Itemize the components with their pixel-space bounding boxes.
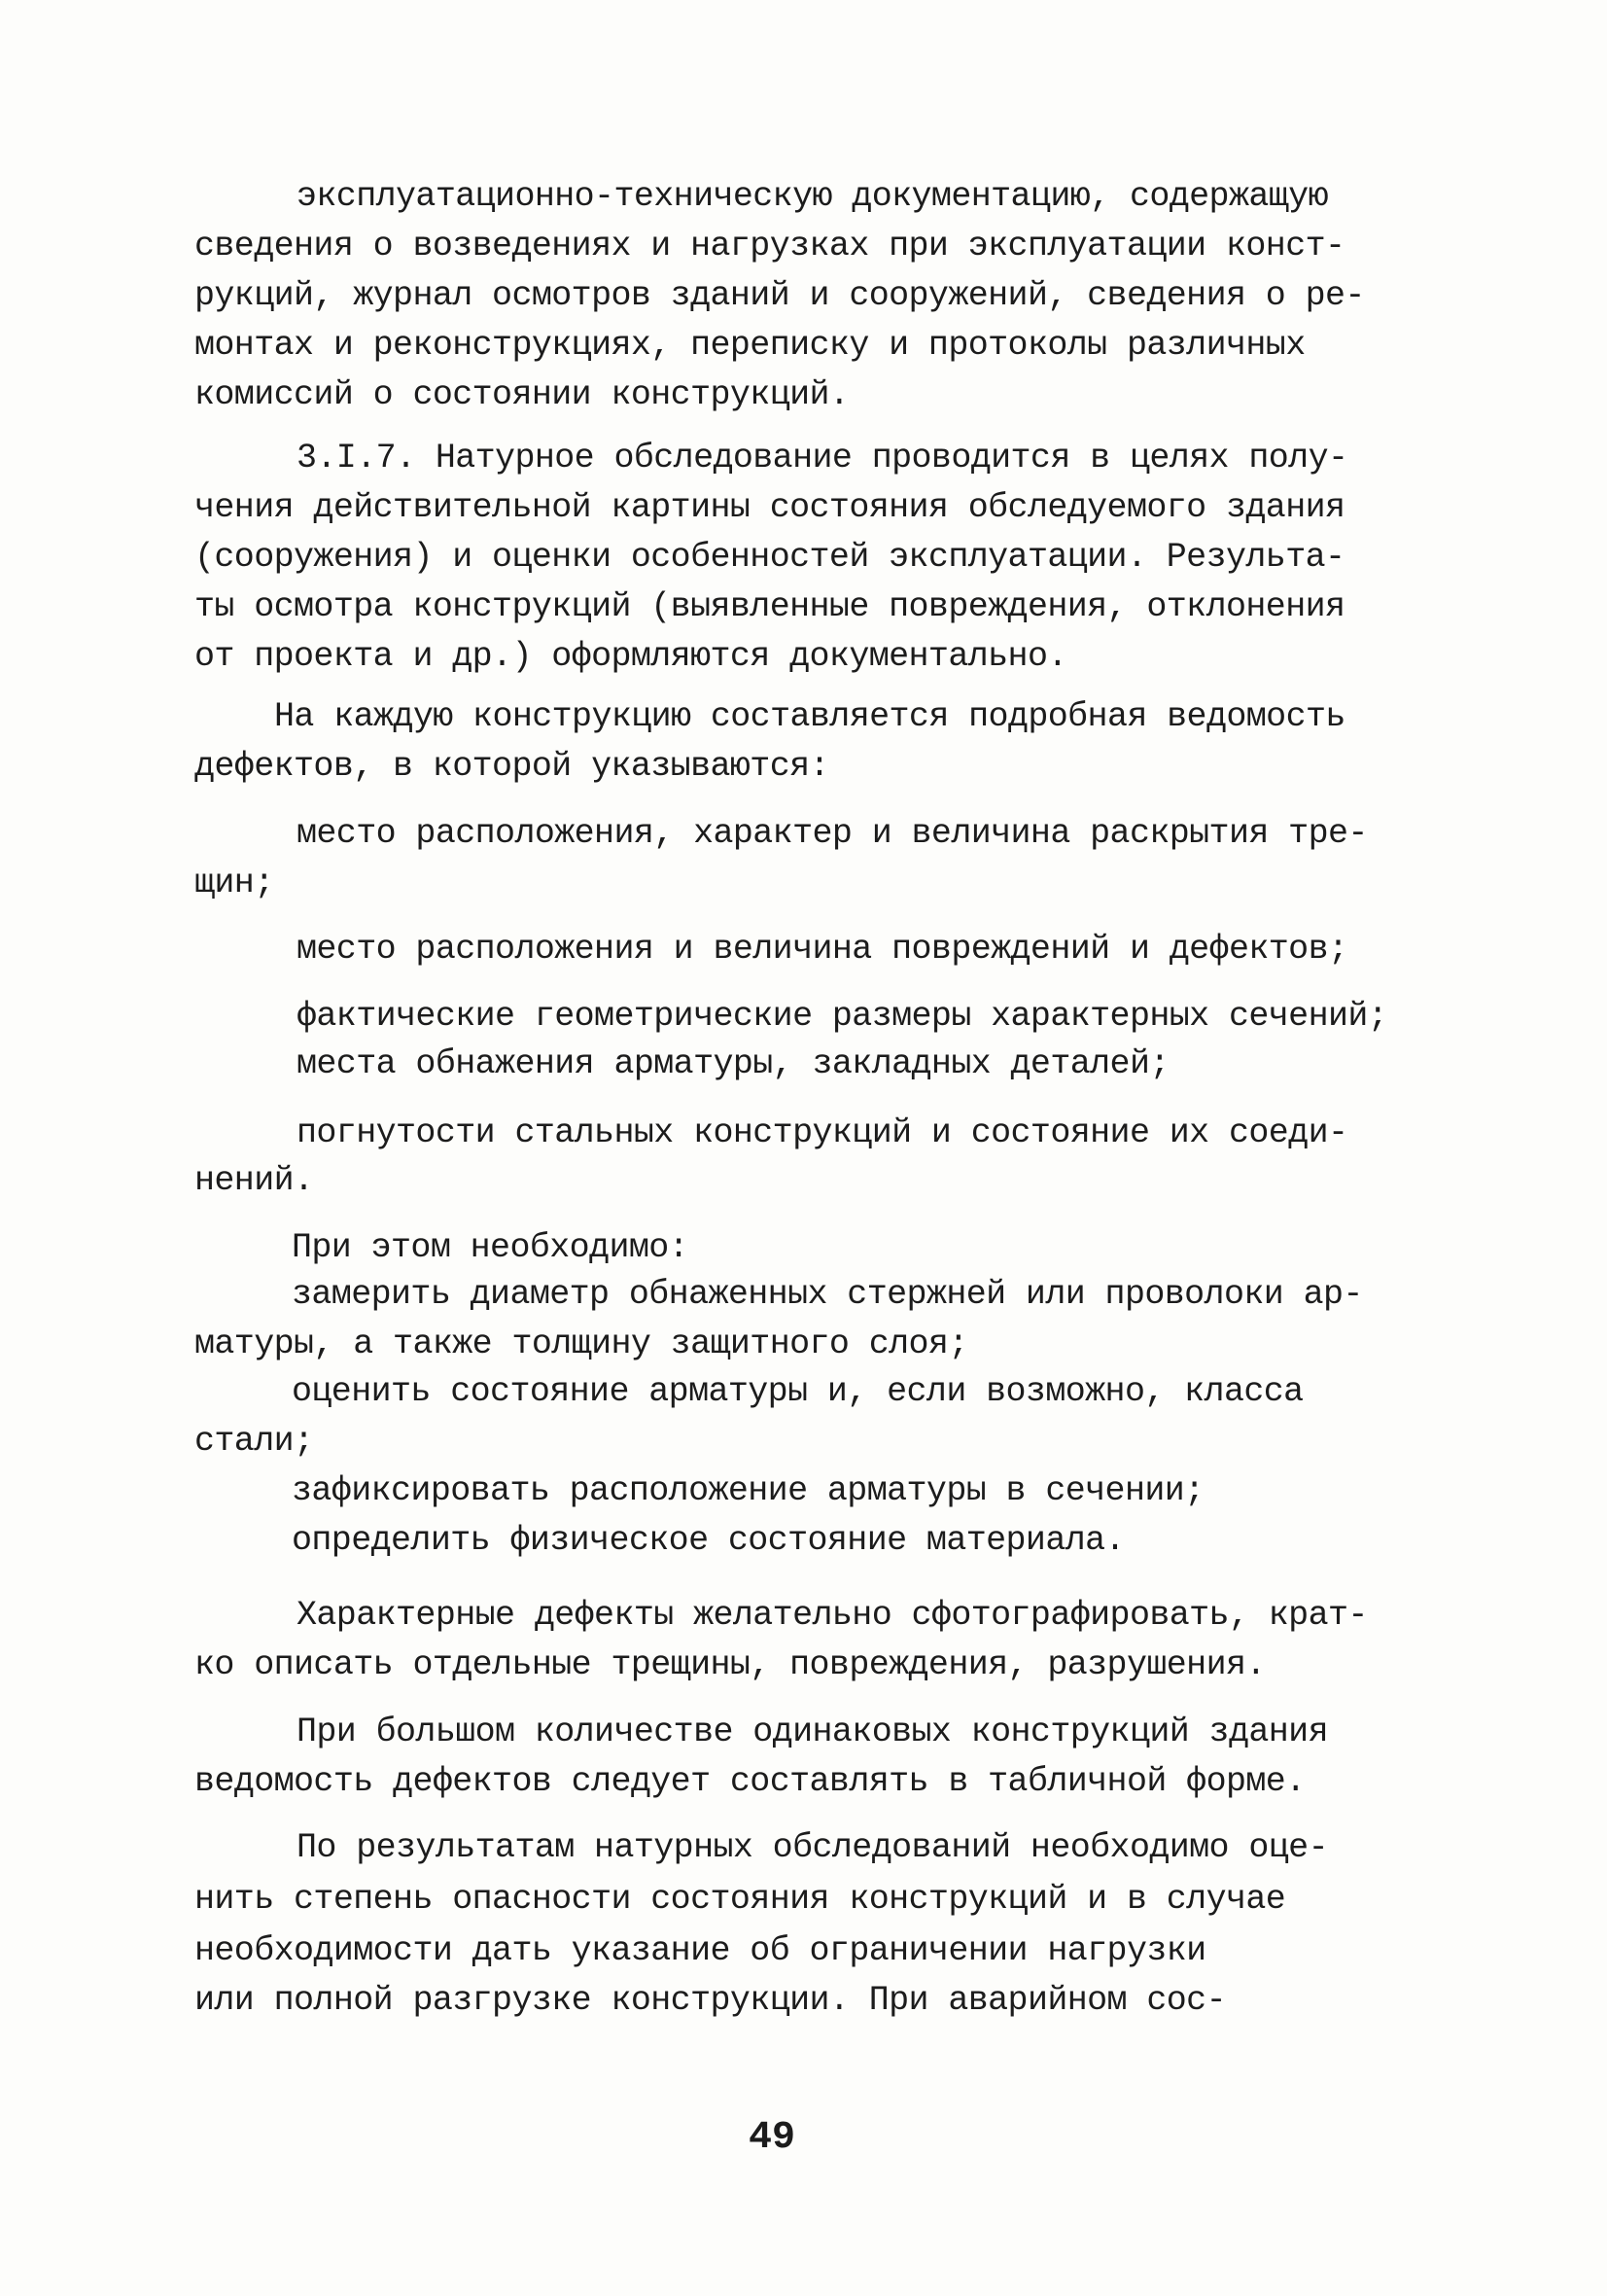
text-line: ты осмотра конструкций (выявленные повреждения, отклонения [194,587,1345,626]
text-line: (сооружения) и оценки особенностей эксплуатации. Результа- [194,538,1345,577]
list-item-continuation: нений. [194,1161,314,1200]
list-item: места обнажения арматуры, закладных деталей; [297,1044,1170,1083]
text-line: При большом количестве одинаковых конструкций здания [297,1713,1328,1751]
list-item: погнутости стальных конструкций и состояние их соеди- [297,1113,1348,1152]
text-line: На каждую конструкцию составляется подробная ведомость [274,697,1345,736]
text-line: от проекта и др.) оформляются документально. [194,637,1067,676]
text-line: или полной разгрузке конструкции. При аварийном сос- [194,1981,1226,2020]
text-line: нить степень опасности состояния конструкций и в случае [194,1880,1286,1919]
text-line: Характерные дефекты желательно сфотографировать, крат- [297,1596,1368,1635]
text-line: ведомость дефектов следует составлять в табличной форме. [194,1762,1306,1801]
list-item: зафиксировать расположение арматуры в сечении; [292,1471,1205,1510]
list-item-continuation: матуры, а также толщину защитного слоя; [194,1325,968,1363]
text-line: При этом необходимо: [292,1228,689,1267]
list-item: место расположения, характер и величина раскрытия тре- [297,814,1368,853]
text-line: По результатам натурных обследований необходимо оце- [297,1828,1328,1867]
text-line: ко описать отдельные трещины, повреждения, разрушения. [194,1645,1266,1684]
text-line: рукций, журнал осмотров зданий и сооружений, сведения о ре- [194,276,1365,315]
list-item-continuation: щин; [194,864,274,902]
list-item: место расположения и величина повреждений и дефектов; [297,930,1348,969]
page-number: 49 [749,2116,796,2160]
list-item: фактические геометрические размеры характерных сечений; [297,997,1388,1036]
text-line: 3.I.7. Натурное обследование проводится в целях полу- [297,439,1348,477]
text-line: эксплуатационно-техническую документацию, содержащую [297,177,1328,216]
text-line: монтах и реконструкциях, переписку и протоколы различных [194,326,1306,365]
text-line: дефектов, в которой указываются: [194,747,829,786]
text-line: необходимости дать указание об ограничении нагрузки [194,1931,1206,1970]
list-item: оценить состояние арматуры и, если возможно, класса [292,1372,1304,1411]
text-line: комиссий о состоянии конструкций. [194,375,850,414]
list-item: определить физическое состояние материала. [292,1521,1125,1560]
text-line: сведения о возведениях и нагрузках при эксплуатации конст- [194,227,1345,265]
list-item: замерить диаметр обнаженных стержней или проволоки ар- [292,1275,1363,1314]
text-line: чения действительной картины состояния обследуемого здания [194,488,1345,527]
list-item-continuation: стали; [194,1422,314,1461]
